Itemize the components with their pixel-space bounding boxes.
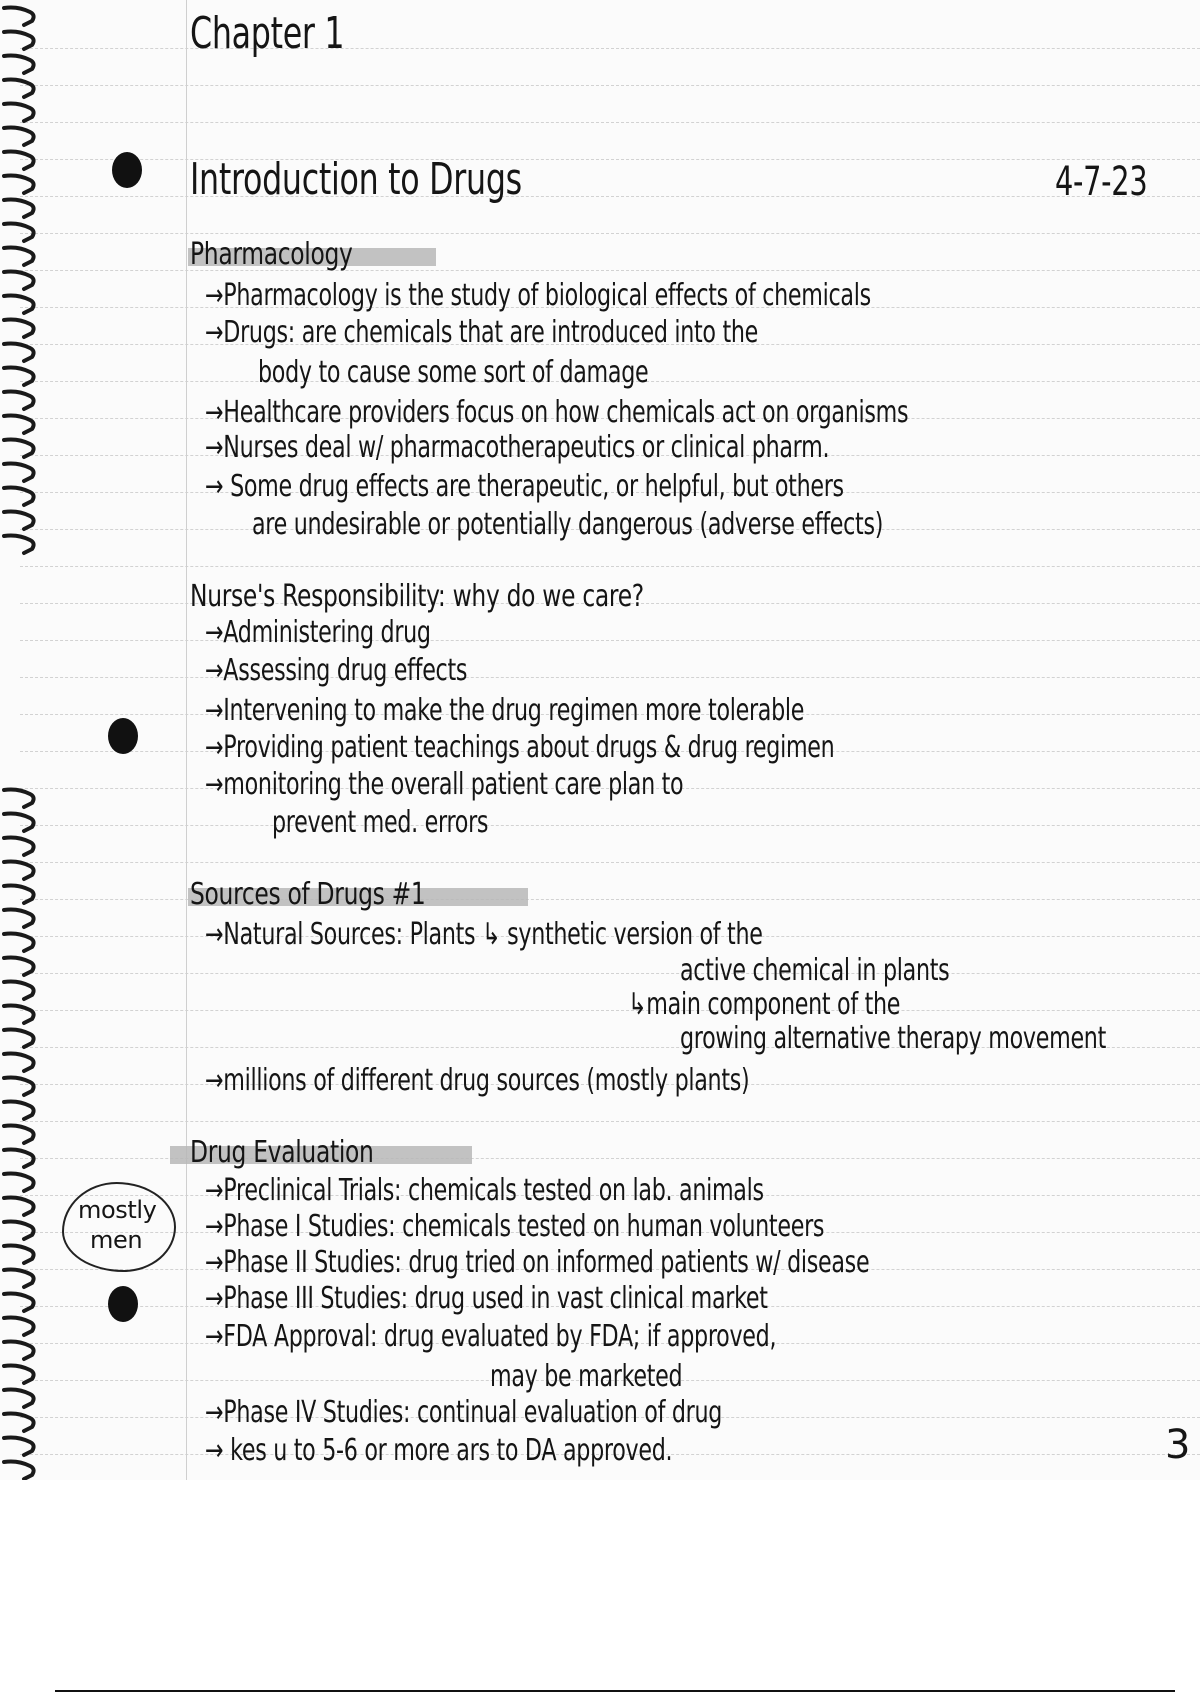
note-line: →Administering drug (205, 615, 431, 650)
note-line: → Some drug effects are therapeutic, or helpful, but others (205, 469, 844, 504)
ruled-line (20, 85, 1200, 87)
ruled-line (20, 233, 1200, 235)
spiral-coil (4, 176, 34, 194)
note-line: →millions of different drug sources (mostly plants) (205, 1063, 750, 1098)
spiral-coil (4, 1366, 34, 1384)
spiral-coil (4, 488, 34, 506)
note-line: →Nurses deal w/ pharmacotherapeutics or clinical pharm. (205, 430, 830, 465)
spiral-coil (4, 1246, 34, 1264)
spiral-coil (4, 1318, 34, 1336)
spiral-coil (4, 1198, 34, 1216)
spiral-coil (4, 1390, 34, 1408)
spiral-coil (4, 838, 34, 856)
spiral-coil (4, 1342, 34, 1360)
spiral-coil (4, 344, 34, 362)
ruled-line (20, 862, 1200, 864)
ruled-line (20, 825, 1200, 827)
spiral-coil (4, 32, 34, 50)
spiral-coil (4, 392, 34, 410)
page-number: 3 (1165, 1422, 1191, 1468)
spiral-coil (4, 1438, 34, 1456)
note-line: growing alternative therapy movement (680, 1021, 1106, 1056)
spiral-coil (4, 1462, 34, 1480)
spiral-coil (4, 1174, 34, 1192)
note-date: 4-7-23 (1055, 159, 1148, 205)
section-heading-evaluation: Drug Evaluation (190, 1135, 374, 1170)
note-line: →Preclinical Trials: chemicals tested on lab. animals (205, 1173, 764, 1208)
spiral-coil (4, 224, 34, 242)
spiral-coil (4, 104, 34, 122)
spiral-coil (4, 464, 34, 482)
note-line: are undesirable or potentially dangerous (adverse effects) (252, 507, 884, 542)
spiral-coils (0, 0, 60, 1480)
hole-punch-top (112, 152, 142, 188)
note-line: →Providing patient teachings about drugs & drug regimen (205, 730, 835, 765)
margin-note-cloud (62, 1182, 176, 1272)
note-line: →Natural Sources: Plants ↳ synthetic version of the (205, 917, 763, 952)
margin-note-line: men (90, 1226, 143, 1254)
note-line: → kes u to 5-6 or more ars to DA approved. (205, 1433, 673, 1468)
spiral-coil (4, 910, 34, 928)
spiral-coil (4, 56, 34, 74)
section-heading-nurse: Nurse's Responsibility: why do we care? (190, 579, 644, 614)
note-line: →FDA Approval: drug evaluated by FDA; if approved, (205, 1319, 777, 1354)
spiral-coil (4, 248, 34, 266)
ruled-line (20, 566, 1200, 568)
note-line: →Drugs: are chemicals that are introduced into the (205, 315, 759, 350)
spiral-coil (4, 886, 34, 904)
spiral-coil (4, 272, 34, 290)
bottom-rule (55, 1690, 1175, 1692)
spiral-coil (4, 536, 34, 554)
chapter-title: Chapter 1 (190, 8, 345, 59)
spiral-coil (4, 1126, 34, 1144)
spiral-coil (4, 814, 34, 832)
spiral-coil (4, 440, 34, 458)
spiral-coil (4, 152, 34, 170)
topic-title: Introduction to Drugs (190, 154, 522, 205)
spiral-coil (4, 1294, 34, 1312)
spiral-coil (4, 934, 34, 952)
spiral-coil (4, 296, 34, 314)
note-line: active chemical in plants (680, 953, 950, 988)
note-line: may be marketed (490, 1359, 683, 1394)
ruled-line (20, 973, 1200, 975)
spiral-coil (4, 80, 34, 98)
ruled-line (20, 677, 1200, 679)
section-heading-pharmacology: Pharmacology (190, 237, 353, 272)
spiral-coil (4, 982, 34, 1000)
ruled-line (20, 1121, 1200, 1123)
note-line: →Phase I Studies: chemicals tested on human volunteers (205, 1209, 825, 1244)
spiral-coil (4, 128, 34, 146)
ruled-line (20, 640, 1200, 642)
note-line: →Phase IV Studies: continual evaluation of drug (205, 1395, 723, 1430)
spiral-coil (4, 1150, 34, 1168)
note-line: →Pharmacology is the study of biological effects of chemicals (205, 278, 871, 313)
note-line: →Healthcare providers focus on how chemicals act on organisms (205, 395, 909, 430)
note-line: →Assessing drug effects (205, 653, 468, 688)
spiral-coil (4, 512, 34, 530)
ruled-line (20, 1010, 1200, 1012)
spiral-coil (4, 1414, 34, 1432)
spiral-coil (4, 1270, 34, 1288)
spiral-coil (4, 200, 34, 218)
margin-line (186, 0, 187, 1480)
spiral-coil (4, 1030, 34, 1048)
section-heading-sources: Sources of Drugs #1 (190, 877, 426, 912)
spiral-coil (4, 1102, 34, 1120)
spiral-binding (0, 0, 60, 1480)
spiral-coil (4, 320, 34, 338)
spiral-coil (4, 1006, 34, 1024)
ruled-line (20, 122, 1200, 124)
spiral-coil (4, 416, 34, 434)
spiral-coil (4, 862, 34, 880)
note-line: →Phase II Studies: drug tried on informed patients w/ disease (205, 1245, 870, 1280)
spiral-coil (4, 958, 34, 976)
note-line: →Intervening to make the drug regimen more tolerable (205, 693, 805, 728)
note-line: →Phase III Studies: drug used in vast clinical market (205, 1281, 768, 1316)
note-line: ↳main component of the (628, 987, 901, 1022)
hole-punch-bottom (108, 1286, 138, 1322)
note-line: body to cause some sort of damage (258, 355, 649, 390)
spiral-coil (4, 1078, 34, 1096)
spiral-coil (4, 8, 34, 26)
spiral-coil (4, 1222, 34, 1240)
margin-note-line: mostly (78, 1196, 157, 1224)
spiral-coil (4, 368, 34, 386)
note-line: →monitoring the overall patient care plan to (205, 767, 684, 802)
spiral-coil (4, 1054, 34, 1072)
spiral-coil (4, 790, 34, 808)
note-line: prevent med. errors (272, 805, 489, 840)
hole-punch-middle (108, 718, 138, 754)
